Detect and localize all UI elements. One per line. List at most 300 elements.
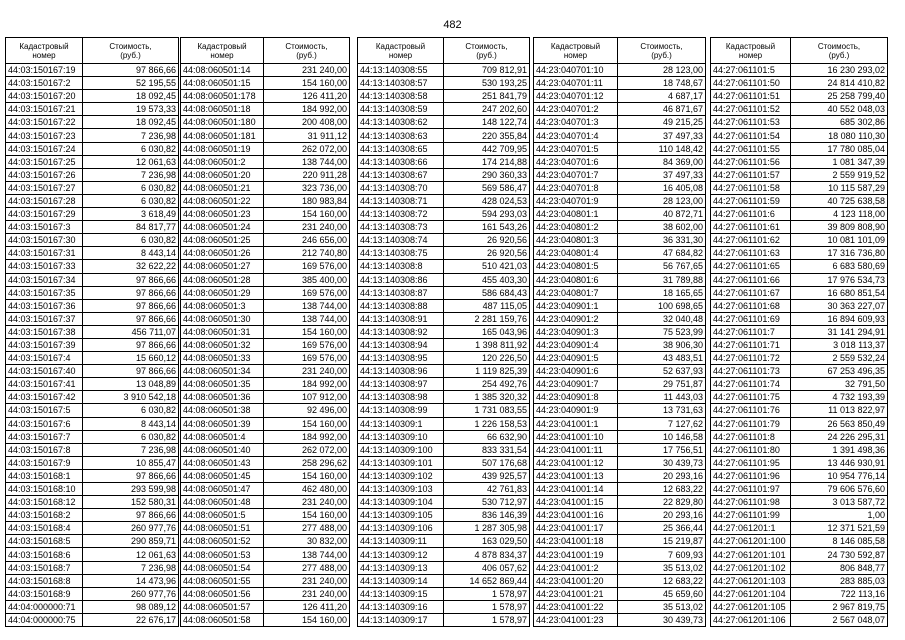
table-row [711,574,888,587]
cost-value: 24 226 295,31 [791,430,888,443]
cost-value: 18 748,67 [618,77,706,90]
cadastral-number: 44:27:061101:6 [711,208,791,221]
table-row [181,587,350,600]
cost-value: 385 400,00 [264,273,350,286]
cadastral-number: 44:03:150167:8 [6,443,83,456]
cadastral-number: 44:03:150168:4 [6,522,83,535]
cadastral-number: 44:27:061101:51 [711,90,791,103]
cost-value: 2 559 532,24 [791,352,888,365]
cost-header: Стоимость, (руб.) [264,38,350,64]
cadastral-number: 44:03:150167:30 [6,234,83,247]
cadastral-number: 44:13:140309:1 [358,417,444,430]
cadastral-number: 44:27:061101:73 [711,365,791,378]
cadastral-number: 44:23:040801:1 [534,208,618,221]
table-row [711,221,888,234]
cadastral-number: 44:03:150167:35 [6,286,83,299]
cadastral-number: 44:13:140308:97 [358,378,444,391]
cost-value: 26 920,56 [444,247,530,260]
cadastral-number-header: Кадастровый номер [534,38,618,64]
cadastral-number: 44:03:150167:41 [6,378,83,391]
cost-value: 17 316 736,80 [791,247,888,260]
cadastral-number: 44:23:040901:4 [534,338,618,351]
cost-value: 152 580,31 [83,496,179,509]
cost-value: 97 866,66 [83,273,179,286]
table-row [711,338,888,351]
cost-value: 6 030,82 [83,404,179,417]
table-row [358,417,530,430]
table-row [534,522,706,535]
table-row [534,299,706,312]
table-row [181,430,350,443]
table-row [6,208,179,221]
cost-value: 260 977,76 [83,587,179,600]
cost-value: 165 043,96 [444,325,530,338]
table-row [358,456,530,469]
cadastral-number: 44:03:150167:3 [6,221,83,234]
cost-value: 6 030,82 [83,234,179,247]
table-row [534,613,706,626]
cadastral-number: 44:03:150167:7 [6,430,83,443]
cadastral-number: 44:03:150168:2 [6,509,83,522]
table-row [358,535,530,548]
cadastral-number: 44:08:060501:14 [181,64,264,77]
cadastral-number: 44:13:140309:106 [358,522,444,535]
table-row [534,168,706,181]
cost-value: 2 567 048,07 [791,613,888,626]
table-row [711,548,888,561]
cadastral-number: 44:13:140309:11 [358,535,444,548]
cadastral-number: 44:27:061101:79 [711,417,791,430]
cost-value: 40 872,71 [618,208,706,221]
table-row [711,286,888,299]
cadastral-number: 44:23:040801:6 [534,273,618,286]
cost-value: 231 240,00 [264,221,350,234]
table-row [534,234,706,247]
cadastral-number: 44:27:061201:106 [711,613,791,626]
cadastral-number: 44:03:150168:10 [6,483,83,496]
cadastral-number: 44:23:041001:10 [534,430,618,443]
cadastral-number: 44:03:150167:31 [6,247,83,260]
cadastral-number: 44:03:150168:1 [6,469,83,482]
cost-value: 39 809 808,90 [791,221,888,234]
cadastral-number: 44:23:040701:4 [534,129,618,142]
table-row [534,469,706,482]
table-row [6,116,179,129]
cadastral-number: 44:23:040701:6 [534,155,618,168]
table-row [534,286,706,299]
cost-value: 569 586,47 [444,181,530,194]
cadastral-number: 44:23:040701:8 [534,181,618,194]
cost-value: 184 992,00 [264,430,350,443]
table-row [711,247,888,260]
cost-value: 174 214,88 [444,155,530,168]
table-row [358,221,530,234]
cost-value: 13 731,63 [618,404,706,417]
table-row [6,247,179,260]
table-row [181,208,350,221]
table-row [711,509,888,522]
table-row [711,325,888,338]
cadastral-number: 44:08:060501:29 [181,286,264,299]
cost-value: 594 293,03 [444,208,530,221]
table-row [711,430,888,443]
cadastral-number: 44:08:060501:48 [181,496,264,509]
table-row [358,181,530,194]
cadastral-number: 44:27:061101:7 [711,325,791,338]
table-row [181,613,350,626]
cost-value: 24 814 410,82 [791,77,888,90]
cost-value: 231 240,00 [264,496,350,509]
table-row [711,522,888,535]
cadastral-number: 44:03:150168:6 [6,548,83,561]
cost-value: 220 911,28 [264,168,350,181]
table-row [711,194,888,207]
cadastral-number: 44:23:041001:16 [534,509,618,522]
cadastral-number: 44:27:061101:5 [711,64,791,77]
table-row [358,116,530,129]
cost-value: 722 113,16 [791,587,888,600]
cost-value: 18 092,45 [83,116,179,129]
cadastral-number: 44:08:060501:56 [181,587,264,600]
cost-value: 42 761,83 [444,483,530,496]
table-row [6,168,179,181]
cadastral-number: 44:04:000000:71 [6,600,83,613]
cadastral-number: 44:23:041001:14 [534,483,618,496]
cadastral-number: 44:08:060501:38 [181,404,264,417]
cost-value: 45 659,60 [618,587,706,600]
table-row [711,103,888,116]
cost-value: 220 355,84 [444,129,530,142]
cadastral-number: 44:13:140309:102 [358,469,444,482]
cost-value: 17 756,51 [618,443,706,456]
header-row [534,38,706,64]
table-row [711,90,888,103]
cadastral-number: 44:03:150167:42 [6,391,83,404]
cadastral-number-header: Кадастровый номер [181,38,264,64]
cadastral-number: 44:08:060501:18 [181,103,264,116]
table-row [6,129,179,142]
table-row [358,548,530,561]
cadastral-number: 44:27:061101:98 [711,496,791,509]
cadastral-number: 44:08:060501:40 [181,443,264,456]
table-row [534,208,706,221]
cost-value: 231 240,00 [264,64,350,77]
cadastral-number: 44:27:061101:65 [711,260,791,273]
cost-value: 12 061,63 [83,155,179,168]
cost-value: 169 576,00 [264,286,350,299]
cost-value: 38 906,30 [618,338,706,351]
table-row [711,469,888,482]
cadastral-number: 44:27:061201:102 [711,561,791,574]
cost-value: 439 925,57 [444,469,530,482]
cost-value: 709 812,91 [444,64,530,77]
cadastral-number: 44:27:061201:100 [711,535,791,548]
cadastral-number: 44:27:061101:62 [711,234,791,247]
cadastral-number: 44:27:061101:69 [711,312,791,325]
cadastral-table-1 [5,37,179,627]
cadastral-number: 44:08:060501:3 [181,299,264,312]
cost-value: 107 912,00 [264,391,350,404]
cadastral-number: 44:03:150168:5 [6,535,83,548]
cadastral-number: 44:23:041001:18 [534,535,618,548]
table-row [358,496,530,509]
table-row [358,404,530,417]
table-row [6,155,179,168]
cadastral-number: 44:27:061101:56 [711,155,791,168]
cost-value: 283 885,03 [791,574,888,587]
cadastral-number: 44:27:061101:66 [711,273,791,286]
cost-value: 31 789,88 [618,273,706,286]
cadastral-number: 44:08:060501:22 [181,194,264,207]
cadastral-number: 44:27:061201:101 [711,548,791,561]
cost-value: 92 496,00 [264,404,350,417]
table-row [6,77,179,90]
table-row [358,365,530,378]
cost-value: 100 698,65 [618,299,706,312]
table-row [6,496,179,509]
cost-value: 262 072,00 [264,142,350,155]
cost-value: 97 866,66 [83,365,179,378]
header-row [358,38,530,64]
table-row [534,103,706,116]
table-row [181,443,350,456]
cadastral-number: 44:13:140308:58 [358,90,444,103]
cost-value: 6 030,82 [83,181,179,194]
cadastral-number: 44:13:140309:10 [358,430,444,443]
cost-value: 16 405,08 [618,181,706,194]
table-row [358,587,530,600]
cost-value: 36 331,30 [618,234,706,247]
cadastral-number: 44:23:041001:12 [534,456,618,469]
cadastral-number: 44:08:060501:180 [181,116,264,129]
cost-value: 14 652 869,44 [444,574,530,587]
cost-value: 258 296,62 [264,456,350,469]
table-row [181,509,350,522]
table-row [6,103,179,116]
cadastral-number: 44:23:040801:3 [534,234,618,247]
table-row [6,234,179,247]
table-row [6,574,179,587]
cost-value: 231 240,00 [264,574,350,587]
cost-value: 154 160,00 [264,325,350,338]
cadastral-number: 44:23:041001:17 [534,522,618,535]
table-row [6,221,179,234]
table-row [6,548,179,561]
cadastral-number: 44:03:150167:26 [6,168,83,181]
cadastral-number: 44:13:140308:59 [358,103,444,116]
cadastral-number: 44:08:060501:33 [181,352,264,365]
cadastral-number: 44:13:140308:75 [358,247,444,260]
table-row [534,352,706,365]
cadastral-number: 44:03:150167:28 [6,194,83,207]
table-row [6,417,179,430]
cost-value: 530 193,25 [444,77,530,90]
cadastral-number: 44:03:150167:4 [6,352,83,365]
cost-value: 14 473,96 [83,574,179,587]
cadastral-number: 44:03:150167:34 [6,273,83,286]
cost-value: 30 439,73 [618,613,706,626]
table-row [181,234,350,247]
cadastral-number: 44:27:061101:96 [711,469,791,482]
cadastral-number: 44:23:040901:7 [534,378,618,391]
cost-value: 138 744,00 [264,299,350,312]
cost-value: 510 421,03 [444,260,530,273]
cost-value: 16 230 293,02 [791,64,888,77]
cost-value: 184 992,00 [264,103,350,116]
table-row [181,483,350,496]
table-row [358,155,530,168]
cost-value: 46 871,67 [618,103,706,116]
table-row [711,64,888,77]
cost-value: 17 976 534,73 [791,273,888,286]
table-row [181,574,350,587]
table-row [534,129,706,142]
cost-value: 586 684,43 [444,286,530,299]
cost-value: 32 791,50 [791,378,888,391]
table-row [358,64,530,77]
cost-value: 30 439,73 [618,456,706,469]
cadastral-number: 44:23:041001:11 [534,443,618,456]
table-row [358,260,530,273]
cost-value: 6 030,82 [83,142,179,155]
cost-value: 18 092,45 [83,90,179,103]
table-row [181,142,350,155]
cadastral-number-header: Кадастровый номер [711,38,791,64]
table-row [6,64,179,77]
cost-value: 75 523,99 [618,325,706,338]
table-row [711,168,888,181]
cost-value: 47 684,82 [618,247,706,260]
table-row [6,469,179,482]
cost-value: 97 866,66 [83,286,179,299]
table-row [358,522,530,535]
cost-value: 406 057,62 [444,561,530,574]
cost-value: 290 360,33 [444,168,530,181]
cadastral-number: 44:13:140308:92 [358,325,444,338]
cost-value: 212 740,80 [264,247,350,260]
table-row [358,90,530,103]
cost-value: 507 176,68 [444,456,530,469]
cost-value: 833 331,54 [444,443,530,456]
table-row [534,90,706,103]
cost-value: 806 848,77 [791,561,888,574]
table-row [534,496,706,509]
cadastral-number: 44:23:040801:7 [534,286,618,299]
cadastral-number: 44:13:140308:88 [358,299,444,312]
cadastral-table-3 [357,37,530,627]
cost-value: 8 146 085,58 [791,535,888,548]
cost-value: 1 578,97 [444,587,530,600]
cadastral-number: 44:13:140308:86 [358,273,444,286]
cost-value: 66 632,90 [444,430,530,443]
table-row [534,574,706,587]
cadastral-number: 44:13:140308:91 [358,312,444,325]
cadastral-number: 44:27:061101:55 [711,142,791,155]
cadastral-number: 44:08:060501:57 [181,600,264,613]
table-row [181,325,350,338]
table-row [358,378,530,391]
cost-value: 7 236,98 [83,168,179,181]
cadastral-number: 44:27:061101:59 [711,194,791,207]
cadastral-number: 44:13:140308:95 [358,352,444,365]
cadastral-number: 44:08:060501:34 [181,365,264,378]
cost-value: 15 219,87 [618,535,706,548]
cost-value: 154 160,00 [264,77,350,90]
cadastral-number: 44:23:040801:4 [534,247,618,260]
cadastral-number: 44:03:150167:19 [6,64,83,77]
table-row [358,273,530,286]
cadastral-number: 44:27:061101:68 [711,299,791,312]
cadastral-number: 44:08:060501:32 [181,338,264,351]
cadastral-number: 44:27:061101:99 [711,509,791,522]
cost-value: 7 609,93 [618,548,706,561]
cadastral-number: 44:13:140308:70 [358,181,444,194]
cadastral-number: 44:23:040901:9 [534,404,618,417]
cost-value: 138 744,00 [264,548,350,561]
cost-value: 26 563 850,49 [791,417,888,430]
table-row [358,613,530,626]
cost-value: 148 122,74 [444,116,530,129]
cadastral-number: 44:08:060501:58 [181,613,264,626]
cadastral-number: 44:08:060501:53 [181,548,264,561]
table-row [6,600,179,613]
cost-value: 10 954 776,14 [791,469,888,482]
table-row [6,404,179,417]
cadastral-number: 44:13:140308:57 [358,77,444,90]
table-row [711,142,888,155]
table-row [358,247,530,260]
cost-value: 247 202,60 [444,103,530,116]
table-row [6,299,179,312]
cadastral-number: 44:04:000000:75 [6,613,83,626]
table-row [181,286,350,299]
table-row [6,273,179,286]
cadastral-number: 44:23:041001:13 [534,469,618,482]
header-row [181,38,350,64]
cost-value: 11 443,03 [618,391,706,404]
table-row [6,509,179,522]
table-row [534,260,706,273]
cadastral-number: 44:23:040901:6 [534,365,618,378]
cost-value: 26 920,56 [444,234,530,247]
table-row [6,443,179,456]
cost-value: 32 622,22 [83,260,179,273]
cadastral-number: 44:08:060501:54 [181,561,264,574]
table-row [181,155,350,168]
cadastral-number: 44:27:061101:57 [711,168,791,181]
cost-value: 67 253 496,35 [791,365,888,378]
table-row [534,456,706,469]
cost-value: 154 160,00 [264,613,350,626]
table-row [711,208,888,221]
cost-value: 4 687,17 [618,90,706,103]
cost-value: 8 443,14 [83,417,179,430]
table-row [6,194,179,207]
cost-value: 1 731 083,55 [444,404,530,417]
cadastral-number: 44:13:140309:14 [358,574,444,587]
table-row [711,116,888,129]
cost-value: 126 411,20 [264,600,350,613]
table-row [534,273,706,286]
table-row [711,417,888,430]
cost-value: 10 146,58 [618,430,706,443]
table-row [181,116,350,129]
table-row [358,299,530,312]
cadastral-number: 44:23:041001:21 [534,587,618,600]
cost-value: 231 240,00 [264,587,350,600]
cadastral-number: 44:13:140309:101 [358,456,444,469]
cost-value: 52 195,55 [83,77,179,90]
